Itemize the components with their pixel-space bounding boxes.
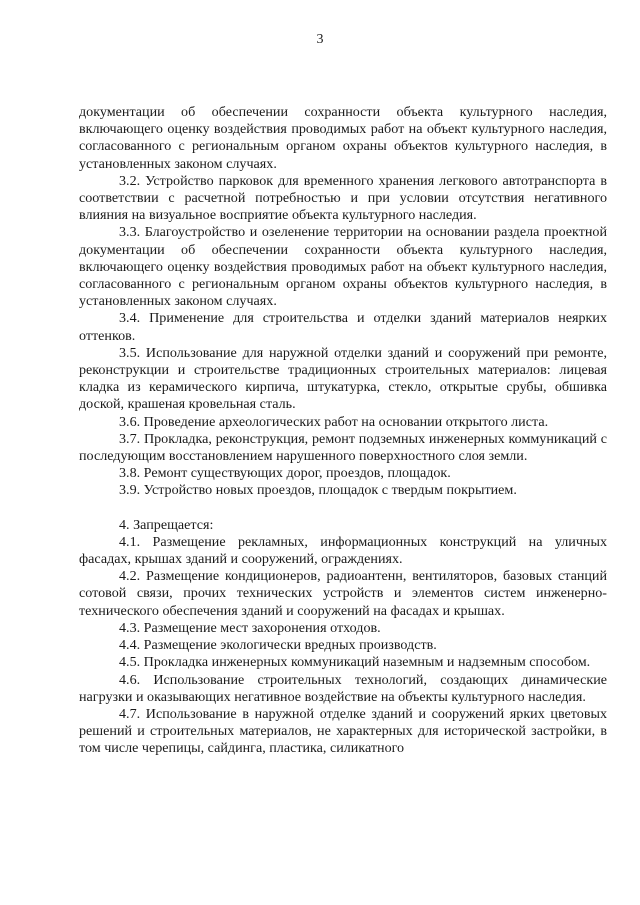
item-4-7: 4.7. Использование в наружной отделке зданий и сооружений ярких цветовых решений и строительных материалов, не характерных для исторической застройки, в том числе черепицы, сайдинга, пластика, силикатного [79,705,607,757]
item-4-2: 4.2. Размещение кондиционеров, радиоантенн, вентиляторов, базовых станций сотовой связи, прочих технических устройств и элементов систем инженерно-технического обеспечения зданий и сооружений на фасадах и крышах. [79,568,607,619]
item-3-9: 3.9. Устройство новых проездов, площадок с твердым покрытием. [119,482,517,499]
item-4-4: 4.4. Размещение экологически вредных производств. [119,637,437,654]
item-3-2: 3.2. Устройство парковок для временного хранения легкового автотранспорта в соответствии с расчетной потребностью и при условии отсутствия негативного влияния на визуальное восприятие объекта культурного наследия. [79,172,607,224]
item-3-6: 3.6. Проведение археологических работ на основании открытого листа. [119,413,549,430]
page-number: 3 [316,32,324,47]
item-4-1: 4.1. Размещение рекламных, информационных конструкций на уличных фасадах, крышах зданий и сооружений, ограждениях. [79,533,607,568]
item-3-5: 3.5. Использование для наружной отделки зданий и сооружений при ремонте, реконструкции и строительстве традиционных строительных материалов: лицевая кладка из керамического кирпича, штукатурка, стекло, открытые срубы, обшивка доской, крашеная кровельная сталь. [79,344,607,413]
item-4-6: 4.6. Использование строительных технологий, создающих динамические нагрузки и оказывающих негативное воздействие на объекты культурного наследия. [79,671,607,705]
section-4-heading: 4. Запрещается: [119,516,214,533]
item-3-4: 3.4. Применение для строительства и отделки зданий материалов неярких оттенков. [79,310,607,344]
intro-paragraph: документации об обеспечении сохранности объекта культурного наследия, включающего оценку воздействия проводимых работ на объект культурного наследия, согласованного с региональным органом охраны объектов культурного наследия, в установленных законом случаях. [79,104,607,172]
item-3-7: 3.7. Прокладка, реконструкция, ремонт подземных инженерных коммуникаций с последующим восстановлением нарушенного поверхностного слоя земли. [79,430,607,465]
item-3-3: 3.3. Благоустройство и озеленение территории на основании раздела проектной документации об обеспечении сохранности объекта культурного наследия, включающего оценку воздействия проводимых работ на объект культурного наследия, согласованного с региональным органом охраны объектов культурного наследия, в установленных законом случаях. [79,224,607,310]
document-body [79,104,607,758]
item-4-3: 4.3. Размещение мест захоронения отходов. [119,619,381,636]
item-4-5: 4.5. Прокладка инженерных коммуникаций наземным и надземным способом. [119,654,591,671]
item-3-8: 3.8. Ремонт существующих дорог, проездов, площадок. [119,465,451,482]
